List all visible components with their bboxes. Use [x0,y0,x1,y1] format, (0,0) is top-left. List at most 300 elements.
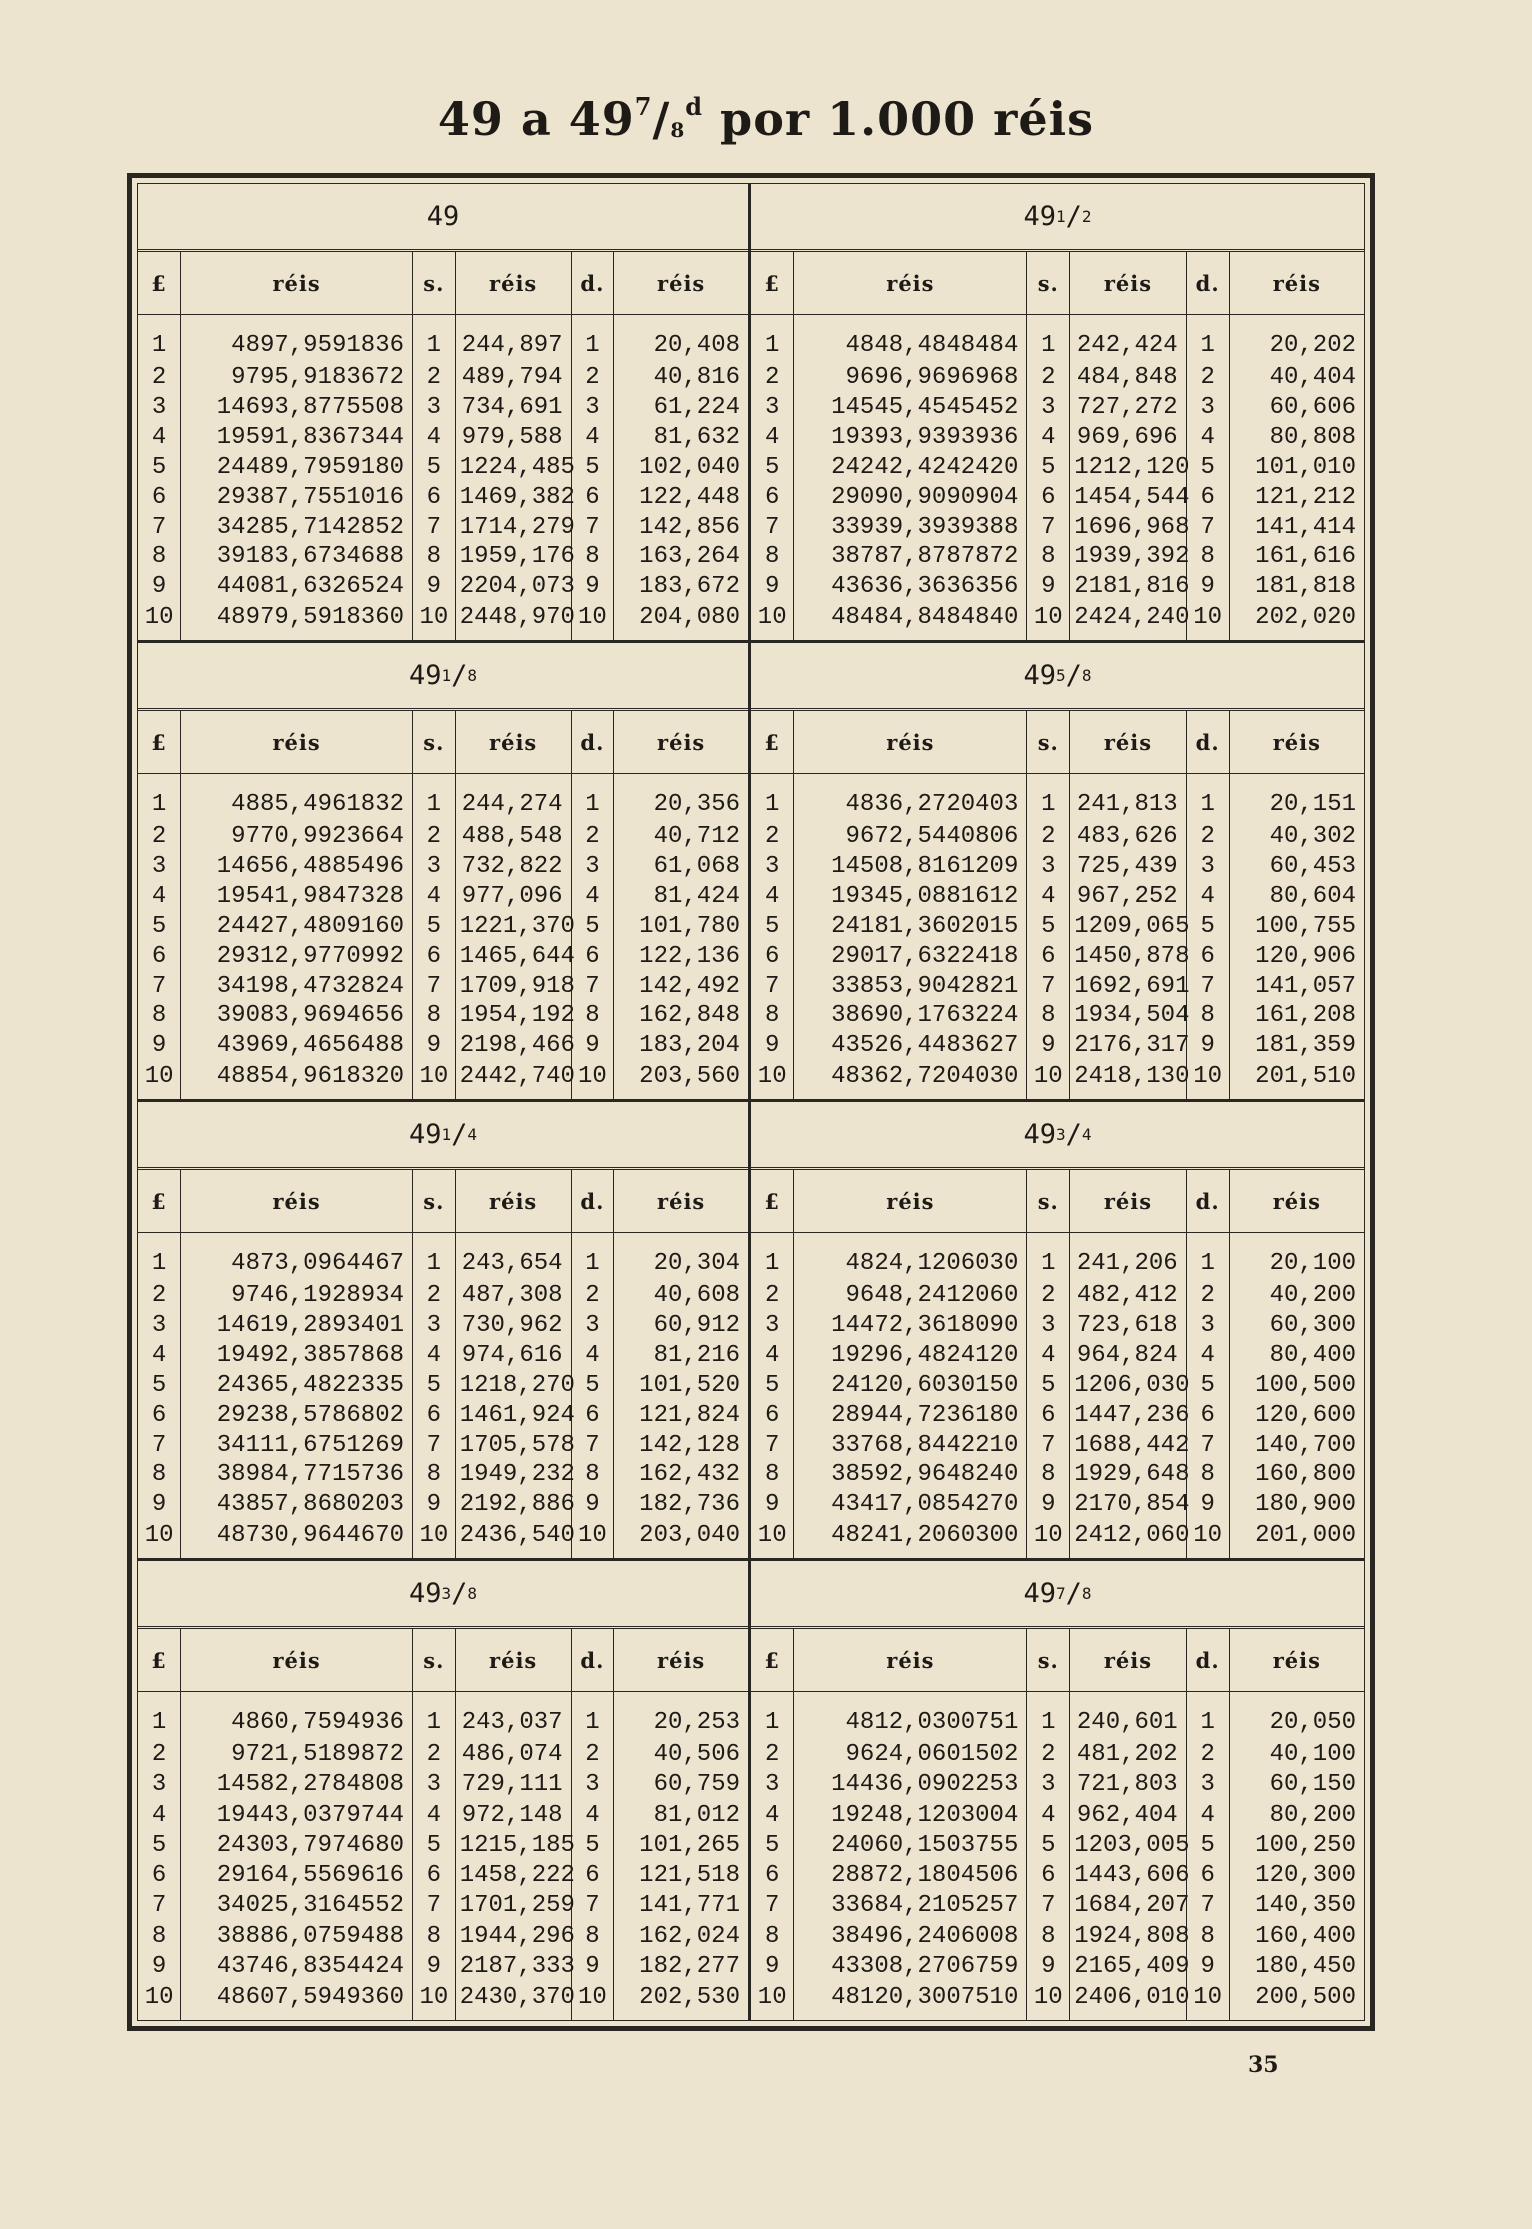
shilling-count: 7 [1027,972,1070,1002]
pence-header: d. [571,1170,614,1233]
section-title-base: 49 [1023,1578,1056,1609]
pence-count: 9 [571,572,614,602]
pound-count: 1 [765,331,780,359]
shilling-count: 6 [413,942,456,972]
table-row [751,1371,1364,1401]
pence-reis: 140,700 [1229,1431,1364,1461]
pence-reis: 40,302 [1229,822,1364,852]
pence-header: d. [571,711,614,774]
shilling-count: 10 [413,602,456,640]
shilling-reis: 488,548 [455,822,571,852]
shilling-count: 10 [1027,602,1070,640]
shilling-count: 8 [413,543,456,573]
table-row [751,1692,1364,1741]
pound-reis: 19541,9847328 [181,882,413,912]
pence-count: 8 [571,1461,614,1491]
pence-reis: 20,202 [1229,315,1364,363]
pence-count: 10 [1186,1520,1229,1558]
shilling-count: 5 [413,453,456,483]
section-title: 49 1 / 8 [138,643,748,711]
shilling-count: 8 [1027,1461,1070,1491]
table-row [751,1401,1364,1431]
fraction-numerator: 5 [1055,666,1066,685]
table-row [751,1520,1364,1558]
pence-count: 4 [1186,1341,1229,1371]
pence-reis: 203,040 [614,1520,748,1558]
pound-reis: 14619,2893401 [181,1311,413,1341]
conversion-table [751,1170,1364,1558]
pound-count: 6 [765,942,780,970]
section-title: 49 5 / 8 [751,643,1364,711]
pence-count: 8 [1186,1002,1229,1032]
pence-count: 5 [1186,453,1229,483]
pound-reis: 38886,0759488 [181,1922,413,1952]
conversion-table [138,252,748,640]
pence-count: 9 [1186,1952,1229,1982]
reis-header: réis [181,1170,413,1233]
pound-reis: 34285,7142852 [181,513,413,543]
shilling-count: 7 [1027,1891,1070,1921]
pence-reis: 162,432 [614,1461,748,1491]
pence-reis: 100,250 [1229,1831,1364,1861]
pound-reis: 4836,2720403 [794,774,1027,822]
pound-count: 2 [765,822,780,850]
table-row [138,1490,748,1520]
pound-count: 8 [765,543,780,571]
pence-count: 2 [571,1740,614,1770]
pence-count: 7 [1186,1431,1229,1461]
pence-count: 7 [1186,1891,1229,1921]
table-row [138,1952,748,1982]
shilling-count: 5 [1027,1371,1070,1401]
shilling-count: 6 [413,1401,456,1431]
title-superscript: d [685,92,704,121]
shilling-header: s. [413,252,456,315]
pound-reis: 14545,4545452 [794,393,1027,423]
pound-reis: 29090,9090904 [794,483,1027,513]
pence-reis: 102,040 [614,453,748,483]
pence-count: 5 [1186,1371,1229,1401]
section-title-base: 49 [426,201,460,232]
pound-count: 10 [757,1063,787,1091]
pence-reis: 101,780 [614,912,748,942]
pound-header: £ [138,252,181,315]
pence-count: 7 [1186,513,1229,543]
pound-count: 3 [765,852,780,880]
pound-reis: 43857,8680203 [181,1490,413,1520]
shilling-reis: 734,691 [455,393,571,423]
shilling-count: 10 [1027,1520,1070,1558]
pence-reis: 20,253 [614,1692,748,1741]
pence-reis: 121,518 [614,1861,748,1891]
shilling-count: 1 [413,315,456,363]
shilling-reis: 2436,540 [455,1520,571,1558]
shilling-reis: 979,588 [455,423,571,453]
shilling-reis: 1218,270 [455,1371,571,1401]
pound-count: 2 [151,1741,167,1769]
reis-header: réis [614,252,748,315]
table-row [138,972,748,1002]
table-row [138,852,748,882]
shilling-reis: 1454,544 [1070,483,1186,513]
pound-reis: 9696,9696968 [794,363,1027,393]
pound-reis: 29164,5569616 [181,1861,413,1891]
pence-count: 10 [571,602,614,640]
section-title-base: 49 [1023,1119,1056,1150]
shilling-count: 5 [1027,1831,1070,1861]
shilling-count: 3 [413,393,456,423]
pence-reis: 162,848 [614,1002,748,1032]
fraction-denominator: 2 [1081,207,1092,226]
shilling-count: 1 [1027,315,1070,363]
fraction-denominator: 8 [467,666,478,685]
shilling-reis: 1465,644 [455,942,571,972]
pound-reis: 4873,0964467 [181,1233,413,1281]
pound-reis: 43636,3636356 [794,572,1027,602]
pound-reis: 33939,3939388 [794,513,1027,543]
pence-reis: 101,520 [614,1371,748,1401]
table-row [138,1311,748,1341]
pence-count: 2 [571,363,614,393]
table-row [751,1461,1364,1491]
shilling-count: 9 [1027,1490,1070,1520]
pence-count: 6 [571,1861,614,1891]
shilling-count: 7 [1027,513,1070,543]
table-row [138,572,748,602]
pence-count: 5 [571,1831,614,1861]
rate-section [138,1102,751,1561]
shilling-count: 4 [1027,882,1070,912]
pound-reis: 24427,4809160 [181,912,413,942]
shilling-reis: 1696,968 [1070,513,1186,543]
pence-count: 5 [1186,1831,1229,1861]
shilling-count: 1 [1027,1233,1070,1281]
section-title [138,184,748,252]
pence-count: 5 [571,912,614,942]
reis-header: réis [455,252,571,315]
pound-count: 4 [765,1341,780,1369]
shilling-count: 1 [1027,1692,1070,1741]
pound-reis: 48607,5949360 [181,1982,413,2020]
table-row [138,602,748,640]
pence-reis: 20,151 [1229,774,1364,822]
table-row [138,822,748,852]
shilling-reis: 2198,466 [455,1031,571,1061]
pound-header: £ [751,711,794,774]
pence-reis: 163,264 [614,543,748,573]
pence-reis: 160,800 [1229,1461,1364,1491]
shilling-reis: 1954,192 [455,1002,571,1032]
pound-reis: 19591,8367344 [181,423,413,453]
pence-reis: 61,068 [614,852,748,882]
shilling-count: 6 [413,1861,456,1891]
shilling-reis: 721,803 [1070,1770,1186,1800]
shilling-count: 9 [413,1490,456,1520]
shilling-reis: 2176,317 [1070,1031,1186,1061]
pence-reis: 140,350 [1229,1891,1364,1921]
rate-section [751,643,1364,1102]
table-row [751,1891,1364,1921]
pence-reis: 120,906 [1229,942,1364,972]
pound-count: 10 [757,604,787,632]
pound-count: 4 [151,882,167,910]
fraction-denominator: 8 [1081,1584,1092,1603]
pound-reis: 4812,0300751 [794,1692,1027,1741]
pound-header: £ [138,1629,181,1692]
shilling-count: 3 [1027,1770,1070,1800]
pence-reis: 122,448 [614,483,748,513]
pound-reis: 24242,4242420 [794,453,1027,483]
pence-reis: 121,824 [614,1401,748,1431]
pence-reis: 100,500 [1229,1371,1364,1401]
shilling-count: 1 [413,1692,456,1741]
shilling-reis: 1443,606 [1070,1861,1186,1891]
pence-reis: 183,672 [614,572,748,602]
pound-reis: 34198,4732824 [181,972,413,1002]
shilling-reis: 2448,970 [455,602,571,640]
reis-header: réis [1229,252,1364,315]
table-row [751,1002,1364,1032]
pound-reis: 34025,3164552 [181,1891,413,1921]
reis-header: réis [455,711,571,774]
pence-reis: 81,424 [614,882,748,912]
pound-count: 8 [151,1922,167,1950]
shilling-count: 3 [413,852,456,882]
pence-reis: 201,000 [1229,1520,1364,1558]
pound-count: 2 [765,1281,780,1309]
shilling-count: 6 [413,483,456,513]
table-row [751,912,1364,942]
reis-header: réis [794,711,1027,774]
table-row [751,572,1364,602]
table-row [138,453,748,483]
pound-reis: 29387,7551016 [181,483,413,513]
header-row [138,1629,748,1692]
pound-count: 10 [757,1522,787,1550]
pence-reis: 80,400 [1229,1341,1364,1371]
shilling-count: 3 [1027,1311,1070,1341]
section-title-base: 49 [408,660,442,691]
pence-reis: 40,404 [1229,363,1364,393]
pence-reis: 60,606 [1229,393,1364,423]
pound-reis: 28872,1804506 [794,1861,1027,1891]
pence-reis: 80,200 [1229,1801,1364,1831]
shilling-count: 9 [1027,1952,1070,1982]
pound-count: 2 [151,363,167,391]
shilling-reis: 482,412 [1070,1281,1186,1311]
shilling-reis: 1709,918 [455,972,571,1002]
pound-count: 7 [765,1892,780,1920]
pound-count: 5 [765,1831,780,1859]
pound-reis: 29238,5786802 [181,1401,413,1431]
reis-header: réis [1229,1170,1364,1233]
table-row [138,1740,748,1770]
pound-count: 4 [765,882,780,910]
pound-count: 7 [151,1892,167,1920]
pence-count: 2 [571,1281,614,1311]
table-row [751,1982,1364,2020]
shilling-reis: 481,202 [1070,1740,1186,1770]
pence-count: 3 [571,393,614,423]
pound-reis: 24181,3602015 [794,912,1027,942]
pence-count: 8 [571,1002,614,1032]
shilling-count: 5 [413,912,456,942]
title-fraction-denominator: 8 [670,118,686,142]
pound-reis: 43308,2706759 [794,1952,1027,1982]
shilling-header: s. [1027,252,1070,315]
shilling-reis: 1209,065 [1070,912,1186,942]
pound-count: 7 [765,1431,780,1459]
pence-count: 2 [1186,1740,1229,1770]
pound-reis: 24489,7959180 [181,453,413,483]
pound-count: 4 [765,1801,780,1829]
pound-reis: 19345,0881612 [794,882,1027,912]
table-row [138,363,748,393]
rate-section [138,643,751,1102]
pound-count: 9 [151,1491,167,1519]
table-row [138,393,748,423]
reis-header: réis [181,711,413,774]
reis-header: réis [1070,711,1186,774]
reis-header: réis [1070,252,1186,315]
pence-count: 6 [1186,483,1229,513]
pence-reis: 180,900 [1229,1490,1364,1520]
shilling-count: 7 [413,972,456,1002]
pence-reis: 160,400 [1229,1922,1364,1952]
pence-count: 3 [1186,1770,1229,1800]
pence-count: 10 [1186,1982,1229,2020]
shilling-count: 6 [1027,483,1070,513]
fraction-numerator: 1 [441,666,452,685]
shilling-reis: 487,308 [455,1281,571,1311]
pence-header: d. [1186,1629,1229,1692]
shilling-count: 1 [413,1233,456,1281]
pound-reis: 38496,2406008 [794,1922,1027,1952]
header-row [138,252,748,315]
pence-reis: 40,200 [1229,1281,1364,1311]
reis-header: réis [1229,1629,1364,1692]
shilling-reis: 727,272 [1070,393,1186,423]
shilling-count: 6 [1027,1861,1070,1891]
pence-reis: 200,500 [1229,1982,1364,2020]
pence-reis: 61,224 [614,393,748,423]
fraction-numerator: 1 [441,1125,452,1144]
pound-header: £ [751,1170,794,1233]
shilling-reis: 240,601 [1070,1692,1186,1741]
shilling-reis: 974,616 [455,1341,571,1371]
table-row [751,1031,1364,1061]
pound-reis: 43969,4656488 [181,1031,413,1061]
shilling-reis: 1949,232 [455,1461,571,1491]
pound-count: 3 [765,393,780,421]
table-row [138,1461,748,1491]
pence-count: 6 [571,1401,614,1431]
pence-count: 4 [571,1341,614,1371]
pound-count: 5 [765,912,780,940]
pence-count: 1 [571,1233,614,1281]
pence-reis: 101,265 [614,1831,748,1861]
section-title: 49 1 / 2 [751,184,1364,252]
pound-count: 3 [151,1311,167,1339]
pound-reis: 44081,6326524 [181,572,413,602]
section-title-base: 49 [408,1578,442,1609]
shilling-count: 8 [413,1461,456,1491]
pound-count: 8 [765,1002,780,1030]
pence-count: 10 [571,1982,614,2020]
pound-count: 3 [765,1311,780,1339]
shilling-reis: 243,037 [455,1692,571,1741]
shilling-reis: 241,813 [1070,774,1186,822]
shilling-reis: 242,424 [1070,315,1186,363]
pound-count: 6 [765,1401,780,1429]
pound-reis: 24060,1503755 [794,1831,1027,1861]
table-row [751,315,1364,363]
pound-reis: 9624,0601502 [794,1740,1027,1770]
shilling-reis: 1692,691 [1070,972,1186,1002]
pence-reis: 81,012 [614,1801,748,1831]
pence-reis: 60,453 [1229,852,1364,882]
shilling-count: 6 [1027,1401,1070,1431]
shilling-reis: 969,696 [1070,423,1186,453]
pound-count: 1 [151,790,167,818]
pence-count: 8 [1186,1461,1229,1491]
pound-reis: 19443,0379744 [181,1801,413,1831]
pence-reis: 101,010 [1229,453,1364,483]
pound-reis: 38592,9648240 [794,1461,1027,1491]
table-row [751,1952,1364,1982]
pound-reis: 33684,2105257 [794,1891,1027,1921]
pence-reis: 121,212 [1229,483,1364,513]
pound-count: 8 [765,1922,780,1950]
pound-count: 2 [765,1741,780,1769]
pence-reis: 40,506 [614,1740,748,1770]
shilling-reis: 241,206 [1070,1233,1186,1281]
reis-header: réis [614,711,748,774]
table-row [751,1922,1364,1952]
table-row [751,1061,1364,1099]
pence-count: 1 [571,315,614,363]
shilling-count: 9 [1027,572,1070,602]
pence-reis: 141,771 [614,1891,748,1921]
shilling-reis: 2412,060 [1070,1520,1186,1558]
pound-reis: 33768,8442210 [794,1431,1027,1461]
pound-reis: 24303,7974680 [181,1831,413,1861]
section-title-base: 49 [1023,201,1056,232]
pence-reis: 180,450 [1229,1952,1364,1982]
pound-count: 7 [151,1431,167,1459]
table-row [751,1861,1364,1891]
pence-count: 9 [571,1031,614,1061]
shilling-reis: 964,824 [1070,1341,1186,1371]
pence-reis: 183,204 [614,1031,748,1061]
table-row [751,513,1364,543]
table-row [138,1922,748,1952]
table-row [751,1490,1364,1520]
pound-header: £ [138,711,181,774]
pence-reis: 20,356 [614,774,748,822]
shilling-count: 9 [413,1031,456,1061]
pence-count: 3 [571,852,614,882]
shilling-count: 9 [413,1952,456,1982]
pence-reis: 40,712 [614,822,748,852]
pound-count: 9 [151,1032,167,1060]
table-row [138,1233,748,1281]
pound-reis: 48854,9618320 [181,1061,413,1099]
table-row [138,1371,748,1401]
pence-header: d. [571,252,614,315]
shilling-count: 8 [413,1922,456,1952]
shilling-count: 10 [413,1520,456,1558]
